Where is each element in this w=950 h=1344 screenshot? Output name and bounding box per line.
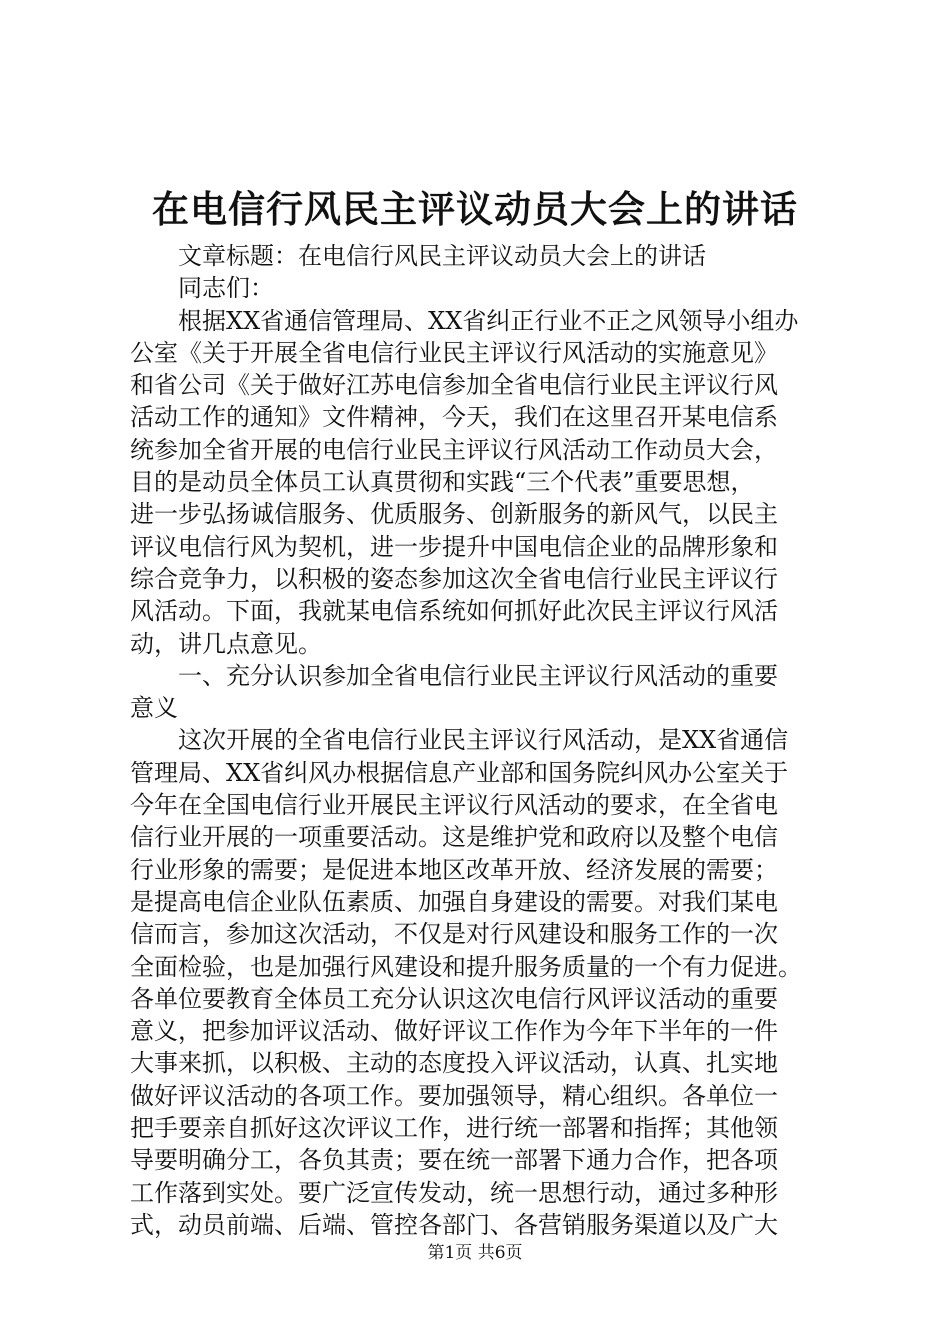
document-title: 在电信行风民主评议动员大会上的讲话 [152, 187, 798, 231]
paragraph-line: 是提高电信企业队伍素质、加强自身建设的需要。对我们某电 [130, 887, 778, 916]
paragraph-line: 评议电信行风为契机，进一步提升中国电信企业的品牌形象和 [130, 532, 778, 561]
salutation: 同志们： [178, 274, 274, 303]
paragraph-line: 信行业开展的一项重要活动。这是维护党和政府以及整个电信 [130, 823, 778, 852]
paragraph-line: 公室《关于开展全省电信行业民主评议行风活动的实施意见》 [130, 338, 778, 367]
paragraph-line: 目的是动员全体员工认真贯彻和实践“三个代表”重要思想， [130, 468, 755, 497]
paragraph-line: 和省公司《关于做好江苏电信参加全省电信行业民主评议行风 [130, 371, 778, 400]
paragraph-line: 这次开展的全省电信行业民主评议行风活动，是XX省通信 [178, 726, 789, 755]
paragraph-line: 把手要亲自抓好这次评议工作，进行统一部署和指挥；其他领 [130, 1114, 778, 1143]
paragraph-line: 行业形象的需要；是促进本地区改革开放、经济发展的需要； [130, 855, 778, 884]
paragraph-line: 统参加全省开展的电信行业民主评议行风活动工作动员大会， [130, 435, 778, 464]
paragraph-line: 进一步弘扬诚信服务、优质服务、创新服务的新风气，以民主 [130, 500, 778, 529]
paragraph-line: 做好评议活动的各项工作。要加强领导，精心组织。各单位一 [130, 1081, 778, 1110]
paragraph-line: 根据XX省通信管理局、XX省纠正行业不正之风领导小组办 [178, 306, 799, 335]
paragraph-line: 活动工作的通知》文件精神，今天，我们在这里召开某电信系 [130, 403, 778, 432]
paragraph-line: 工作落到实处。要广泛宣传发动，统一思想行动，通过多种形 [130, 1178, 778, 1207]
paragraph-line: 意义，把参加评议活动、做好评议工作作为今年下半年的一件 [130, 1017, 778, 1046]
paragraph-line: 风活动。下面，我就某电信系统如何抓好此次民主评议行风活 [130, 597, 778, 626]
paragraph-line: 信而言，参加这次活动，不仅是对行风建设和服务工作的一次 [130, 920, 778, 949]
paragraph-line: 动，讲几点意见。 [130, 629, 322, 658]
paragraph-line: 导要明确分工，各负其责；要在统一部署下通力合作，把各项 [130, 1146, 778, 1175]
paragraph-line: 今年在全国电信行业开展民主评议行风活动的要求，在全省电 [130, 791, 778, 820]
paragraph-line: 各单位要教育全体员工充分认识这次电信行风评议活动的重要 [130, 984, 778, 1013]
paragraph-line: 大事来抓，以积极、主动的态度投入评议活动，认真、扎实地 [130, 1049, 778, 1078]
paragraph-line: 式，动员前端、后端、管控各部门、各营销服务渠道以及广大 [130, 1210, 778, 1239]
paragraph-line: 综合竞争力，以积极的姿态参加这次全省电信行业民主评议行 [130, 564, 778, 593]
page-footer: 第1页 共6页 [427, 1243, 523, 1263]
paragraph-line: 全面检验，也是加强行风建设和提升服务质量的一个有力促进。 [130, 952, 802, 981]
article-title-line: 文章标题：在电信行风民主评议动员大会上的讲话 [178, 242, 706, 270]
section-heading: 一、充分认识参加全省电信行业民主评议行风活动的重要 [178, 661, 778, 690]
section-heading: 意义 [130, 694, 178, 723]
document-body [130, 240, 835, 1241]
paragraph-line: 管理局、XX省纠风办根据信息产业部和国务院纠风办公室关于 [130, 758, 789, 787]
